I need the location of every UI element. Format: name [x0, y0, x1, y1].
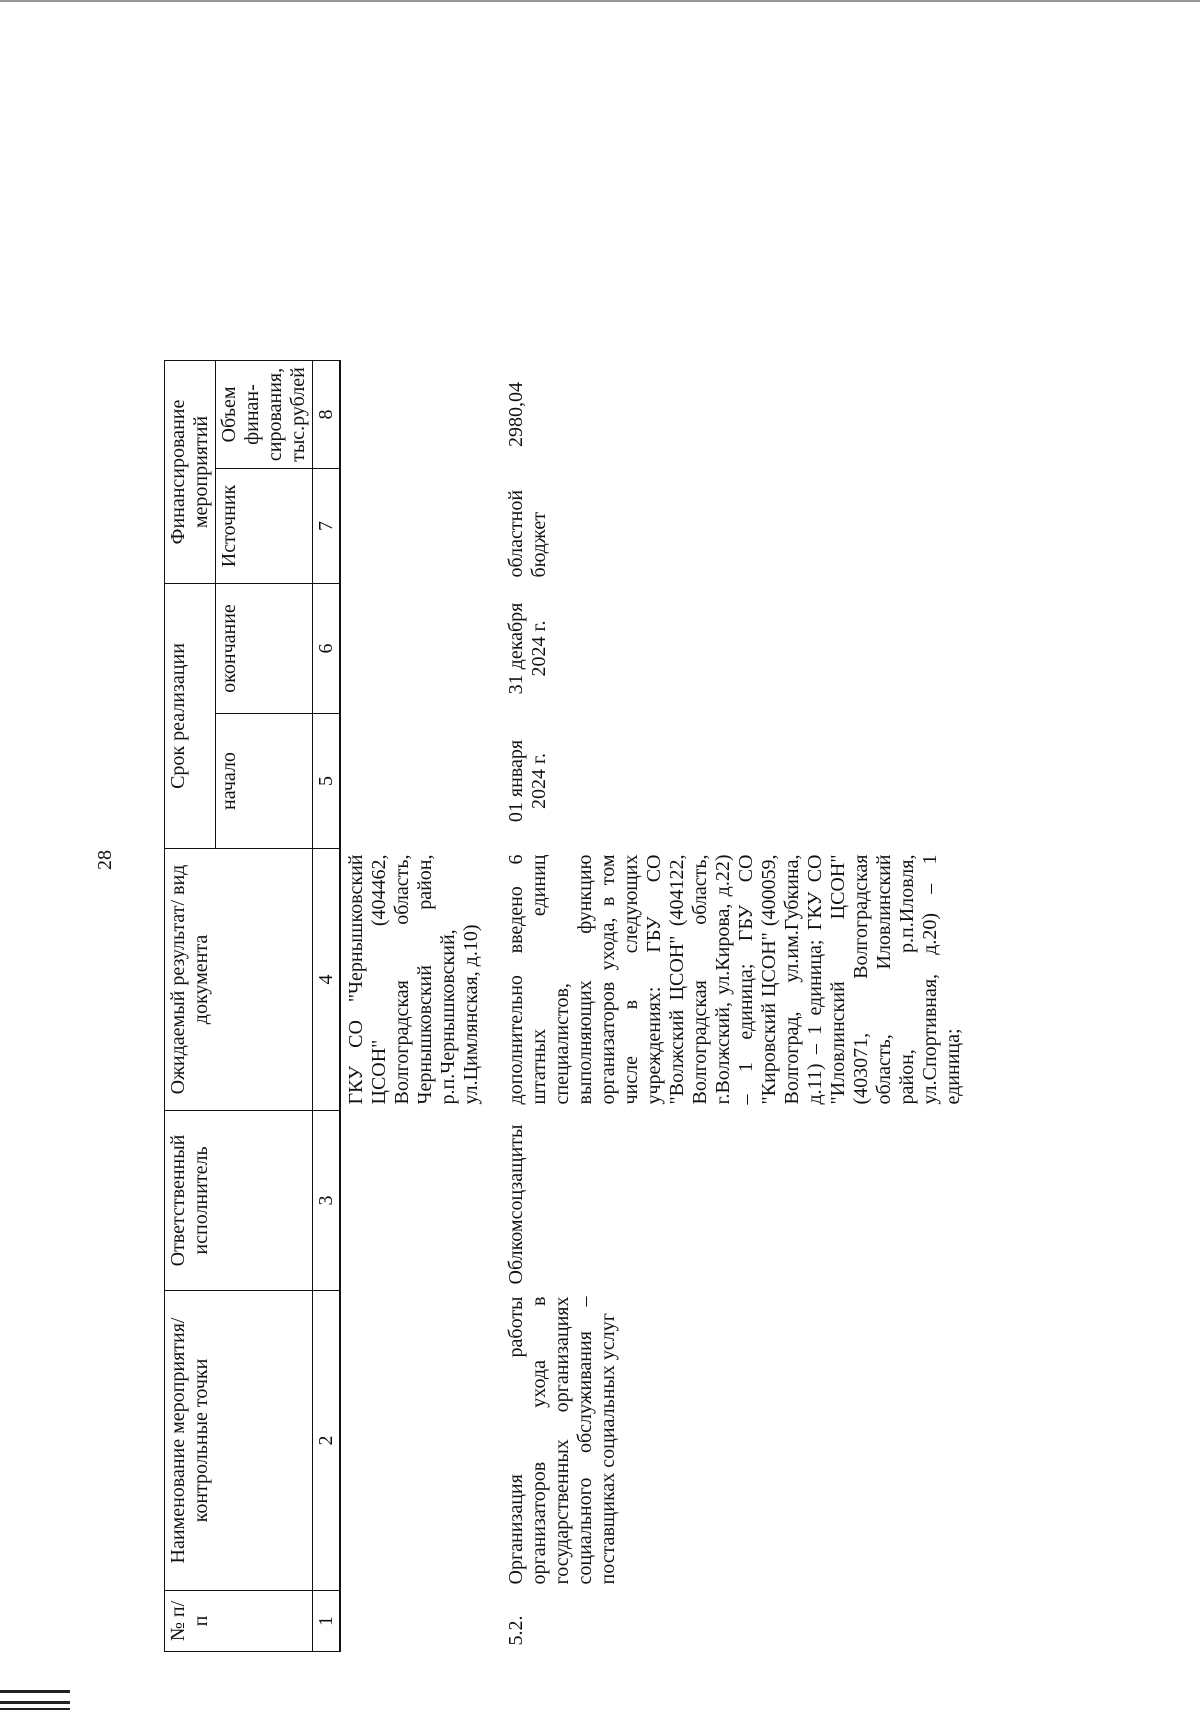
header-num: № п/п — [165, 1591, 313, 1652]
cell-executor — [340, 1111, 485, 1291]
header-name: Наименование мероприятия/ контрольные точки — [165, 1291, 313, 1591]
col-number: 7 — [313, 469, 341, 584]
cell-source — [340, 469, 485, 584]
cell-result: дополнительно введено 6 штатных единиц специалистов, выполняющих функцию организаторов ухода, в том числе в следующих учреждениях: ГБУ СО "Волжский ЦСОН" (404122, Волгоградская область, г.Волжский, ул.Кирова, д.22) – 1 единица; ГБУ СО "Кировский ЦСОН" (400059, Волгоград, ул.им.Губкина, д.11) – 1 единица; ГКУ СО "Иловлинский ЦСОН" (403071, Волгоградская область, Иловлинский район, р.п.Иловля, ул.Спортивная, д.20) – 1 единица; — [505, 854, 964, 1105]
col-number: 6 — [313, 584, 341, 714]
cell-volume — [340, 361, 485, 469]
header-period: Срок реализации — [165, 584, 216, 849]
header-row — [165, 361, 216, 1652]
col-number: 5 — [313, 714, 341, 849]
cell-start — [340, 714, 485, 849]
header-financing: Финансирование мероприятий — [165, 361, 216, 584]
cell-num — [340, 1591, 485, 1652]
header-source: Источник — [216, 469, 313, 584]
cell-num: 5.2. — [505, 1615, 527, 1646]
header-start: начало — [216, 714, 313, 849]
header-volume: Объем финан-сирования, тыс.рублей — [216, 361, 313, 469]
header-executor: Ответственный исполнитель — [165, 1111, 313, 1291]
cell-start: 01 января 2024 г. — [505, 739, 550, 823]
cell-executor: Облкомсоцзащиты — [505, 1124, 527, 1285]
cell-end: 31 декабря 2024 г. — [505, 602, 550, 695]
plan-table — [164, 360, 967, 1652]
page-number: 28 — [94, 850, 116, 870]
column-number-row — [313, 361, 341, 1652]
cell-result: ГКУ СО "Чернышковский ЦСОН" (404462, Волгоградская область, Чернышковский район, р.п.Чернышковский, ул.Цимлянская, д.10) — [345, 854, 482, 1105]
cell-source: областной бюджет — [505, 489, 550, 578]
col-number: 1 — [313, 1591, 341, 1652]
header-result: Ожидаемый результат/ вид документа — [165, 849, 313, 1111]
header-end: окончание — [216, 584, 313, 714]
cell-name — [340, 1291, 485, 1591]
cell-volume: 2980,04 — [505, 382, 527, 447]
col-number: 4 — [313, 849, 341, 1111]
col-number: 2 — [313, 1291, 341, 1591]
cell-name: Организация работы организаторов ухода в государственных организациях социального обслуживания – поставщиках социальных услуг — [505, 1296, 619, 1585]
cell-end — [340, 584, 485, 714]
table-row — [340, 361, 485, 1652]
table-row — [485, 361, 967, 1652]
col-number: 3 — [313, 1111, 341, 1291]
col-number: 8 — [313, 361, 341, 469]
